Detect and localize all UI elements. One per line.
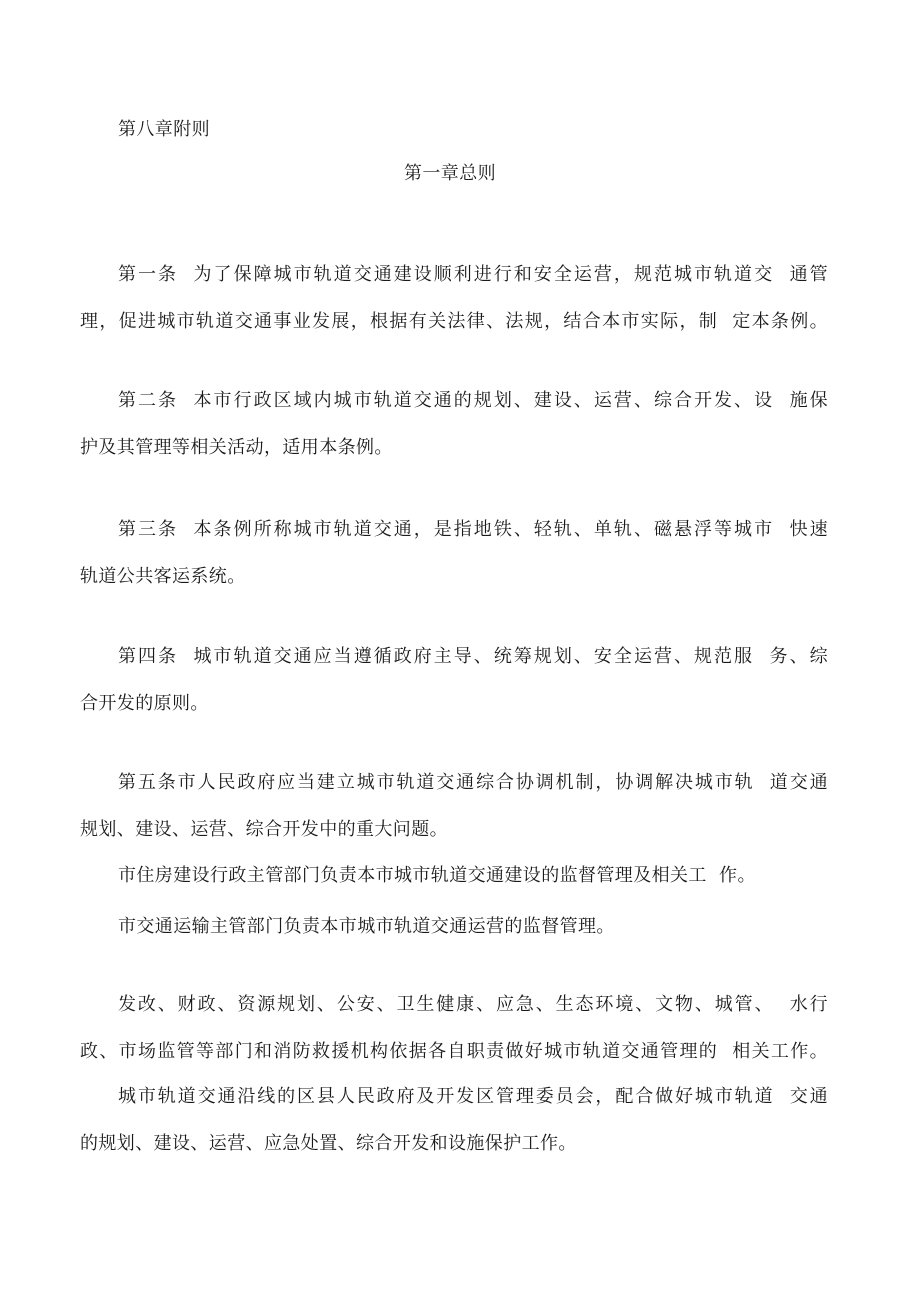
article-5-line-1: 第五条市人民政府应当建立城市轨道交通综合协调机制，协调解决城市轨 道交通 [118, 772, 828, 793]
housing-department-paragraph: 市住房建设行政主管部门负责本市城市轨道交通建设的监督管理及相关工 作。 [118, 865, 756, 886]
chapter-eight-heading: 第八章附则 [118, 119, 210, 140]
article-5-line-2: 规划、建设、运营、综合开发中的重大问题。 [80, 819, 448, 840]
article-4-line-2: 合开发的原则。 [80, 693, 209, 714]
article-1-line-2: 理，促进城市轨道交通事业发展，根据有关法律、法规，结合本市实际，制 定本条例。 [80, 311, 828, 332]
districts-paragraph-line-2: 的规划、建设、运营、应急处置、综合开发和设施保护工作。 [80, 1133, 577, 1154]
article-4-line-1: 第四条 城市轨道交通应当遵循政府主导、统筹规划、安全运营、规范服 务、综 [118, 646, 828, 667]
article-3-line-2: 轨道公共客运系统。 [80, 566, 246, 587]
transport-department-paragraph: 市交通运输主管部门负责本市城市轨道交通运营的监督管理。 [118, 916, 615, 937]
departments-paragraph-line-2: 政、市场监管等部门和消防救援机构依据各自职责做好城市轨道交通管理的 相关工作。 [80, 1041, 828, 1062]
departments-paragraph-line-1: 发改、财政、资源规划、公安、卫生健康、应急、生态环境、文物、城管、 水行 [118, 994, 828, 1015]
article-2-line-1: 第二条 本市行政区域内城市轨道交通的规划、建设、运营、综合开发、设 施保 [118, 390, 828, 411]
article-2-line-2: 护及其管理等相关活动，适用本条例。 [80, 437, 393, 458]
chapter-one-title: 第一章总则 [404, 163, 496, 184]
article-3-line-1: 第三条 本条例所称城市轨道交通，是指地铁、轻轨、单轨、磁悬浮等城市 快速 [118, 519, 828, 540]
districts-paragraph-line-1: 城市轨道交通沿线的区县人民政府及开发区管理委员会，配合做好城市轨道 交通 [118, 1086, 828, 1107]
article-1-line-1: 第一条 为了保障城市轨道交通建设顺利进行和安全运营，规范城市轨道交 通管 [118, 264, 828, 285]
